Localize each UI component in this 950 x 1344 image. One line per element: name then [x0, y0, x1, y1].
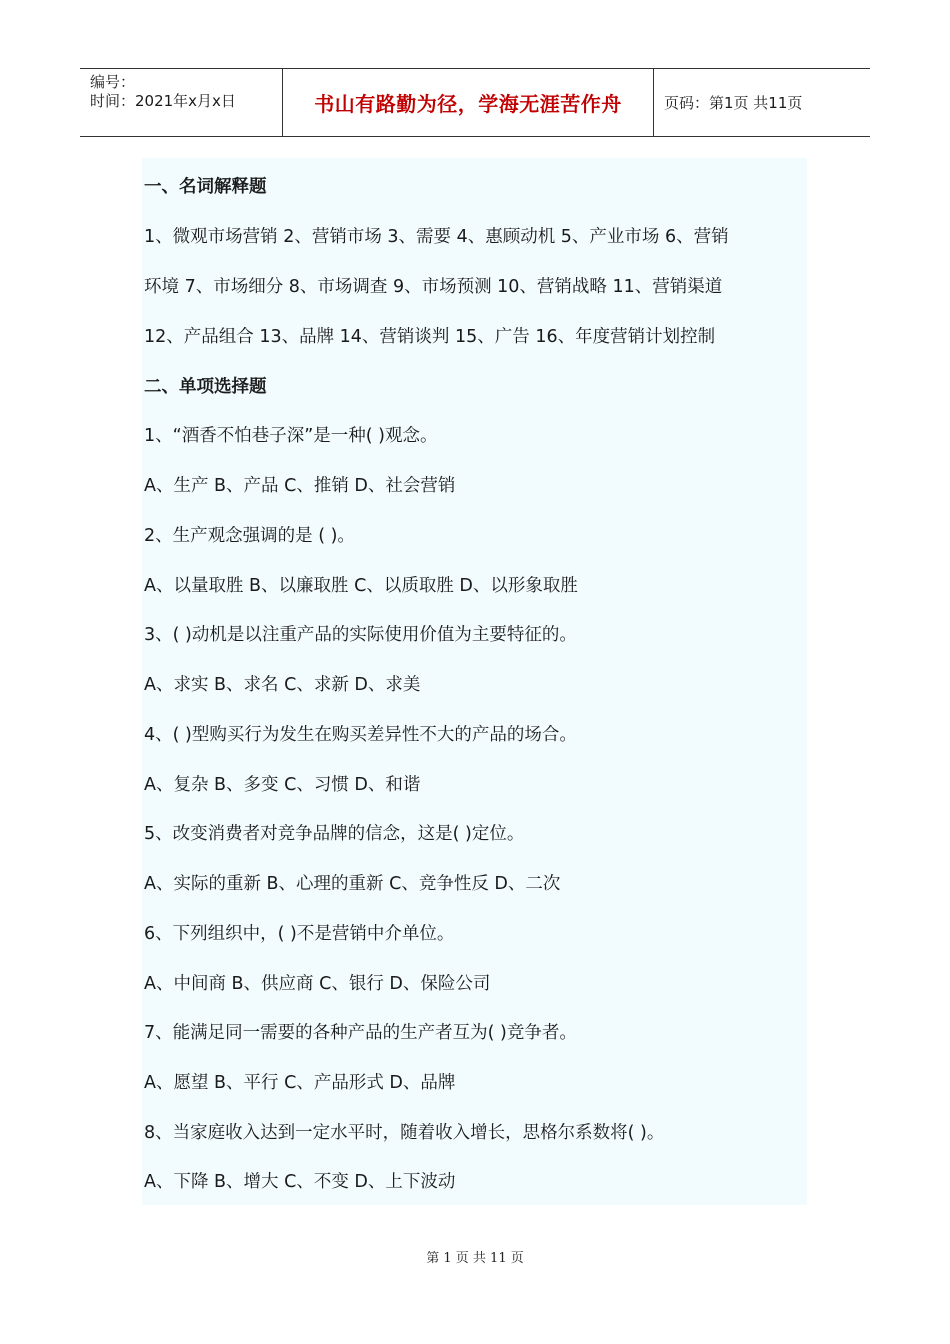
- header-page-info: [654, 69, 870, 136]
- page-header: [80, 68, 870, 137]
- question-text: 6、下列组织中，( )不是营销中介单位。: [144, 924, 455, 944]
- question-text: 5、改变消费者对竞争品牌的信念，这是( )定位。: [144, 824, 525, 844]
- text-line: 环境 7、市场细分 8、市场调查 9、市场预测 10、营销战略 11、营销渠道: [144, 277, 723, 297]
- text-line: 12、产品组合 13、品牌 14、营销谈判 15、广告 16、年度营销计划控制: [144, 327, 716, 347]
- question-text: 1、“酒香不怕巷子深”是一种( )观念。: [144, 426, 438, 446]
- document-number-label: 编号：: [90, 73, 136, 91]
- question-options: A、中间商 B、供应商 C、银行 D、保险公司: [144, 974, 491, 994]
- question-text: 3、( )动机是以注重产品的实际使用价值为主要特征的。: [144, 625, 577, 645]
- question-text: 4、( )型购买行为发生在购买差异性不大的产品的场合。: [144, 725, 577, 745]
- question-options: A、以量取胜 B、以廉取胜 C、以质取胜 D、以形象取胜: [144, 576, 578, 596]
- question-options: A、复杂 B、多变 C、习惯 D、和谐: [144, 775, 421, 795]
- header-motto: 书山有路勤为径，学海无涯苦作舟: [314, 92, 622, 116]
- question-options: A、求实 B、求名 C、求新 D、求美: [144, 675, 421, 695]
- question-options: A、愿望 B、平行 C、产品形式 D、品牌: [144, 1073, 456, 1093]
- header-meta: [80, 69, 282, 136]
- section-heading: 一、名词解释题: [144, 177, 267, 197]
- text-line: 1、微观市场营销 2、营销市场 3、需要 4、惠顾动机 5、产业市场 6、营销: [144, 227, 729, 247]
- question-text: 2、生产观念强调的是 ( )。: [144, 526, 355, 546]
- section-heading: 二、单项选择题: [144, 377, 267, 397]
- document-time-label: 时间：2021年x月x日: [90, 92, 236, 110]
- question-options: A、实际的重新 B、心理的重新 C、竞争性反 D、二次: [144, 874, 561, 894]
- header-motto-cell: [282, 69, 654, 136]
- page-footer: 第 1 页 共 11 页: [426, 1251, 524, 1266]
- question-text: 8、当家庭收入达到一定水平时，随着收入增长，思格尔系数将( )。: [144, 1123, 665, 1143]
- question-options: A、生产 B、产品 C、推销 D、社会营销: [144, 476, 456, 496]
- page-number-label: 页码：第1页 共11页: [664, 94, 803, 112]
- question-options: A、下降 B、增大 C、不变 D、上下波动: [144, 1172, 456, 1192]
- question-text: 7、能满足同一需要的各种产品的生产者互为( )竞争者。: [144, 1023, 577, 1043]
- document-body: [142, 158, 807, 1205]
